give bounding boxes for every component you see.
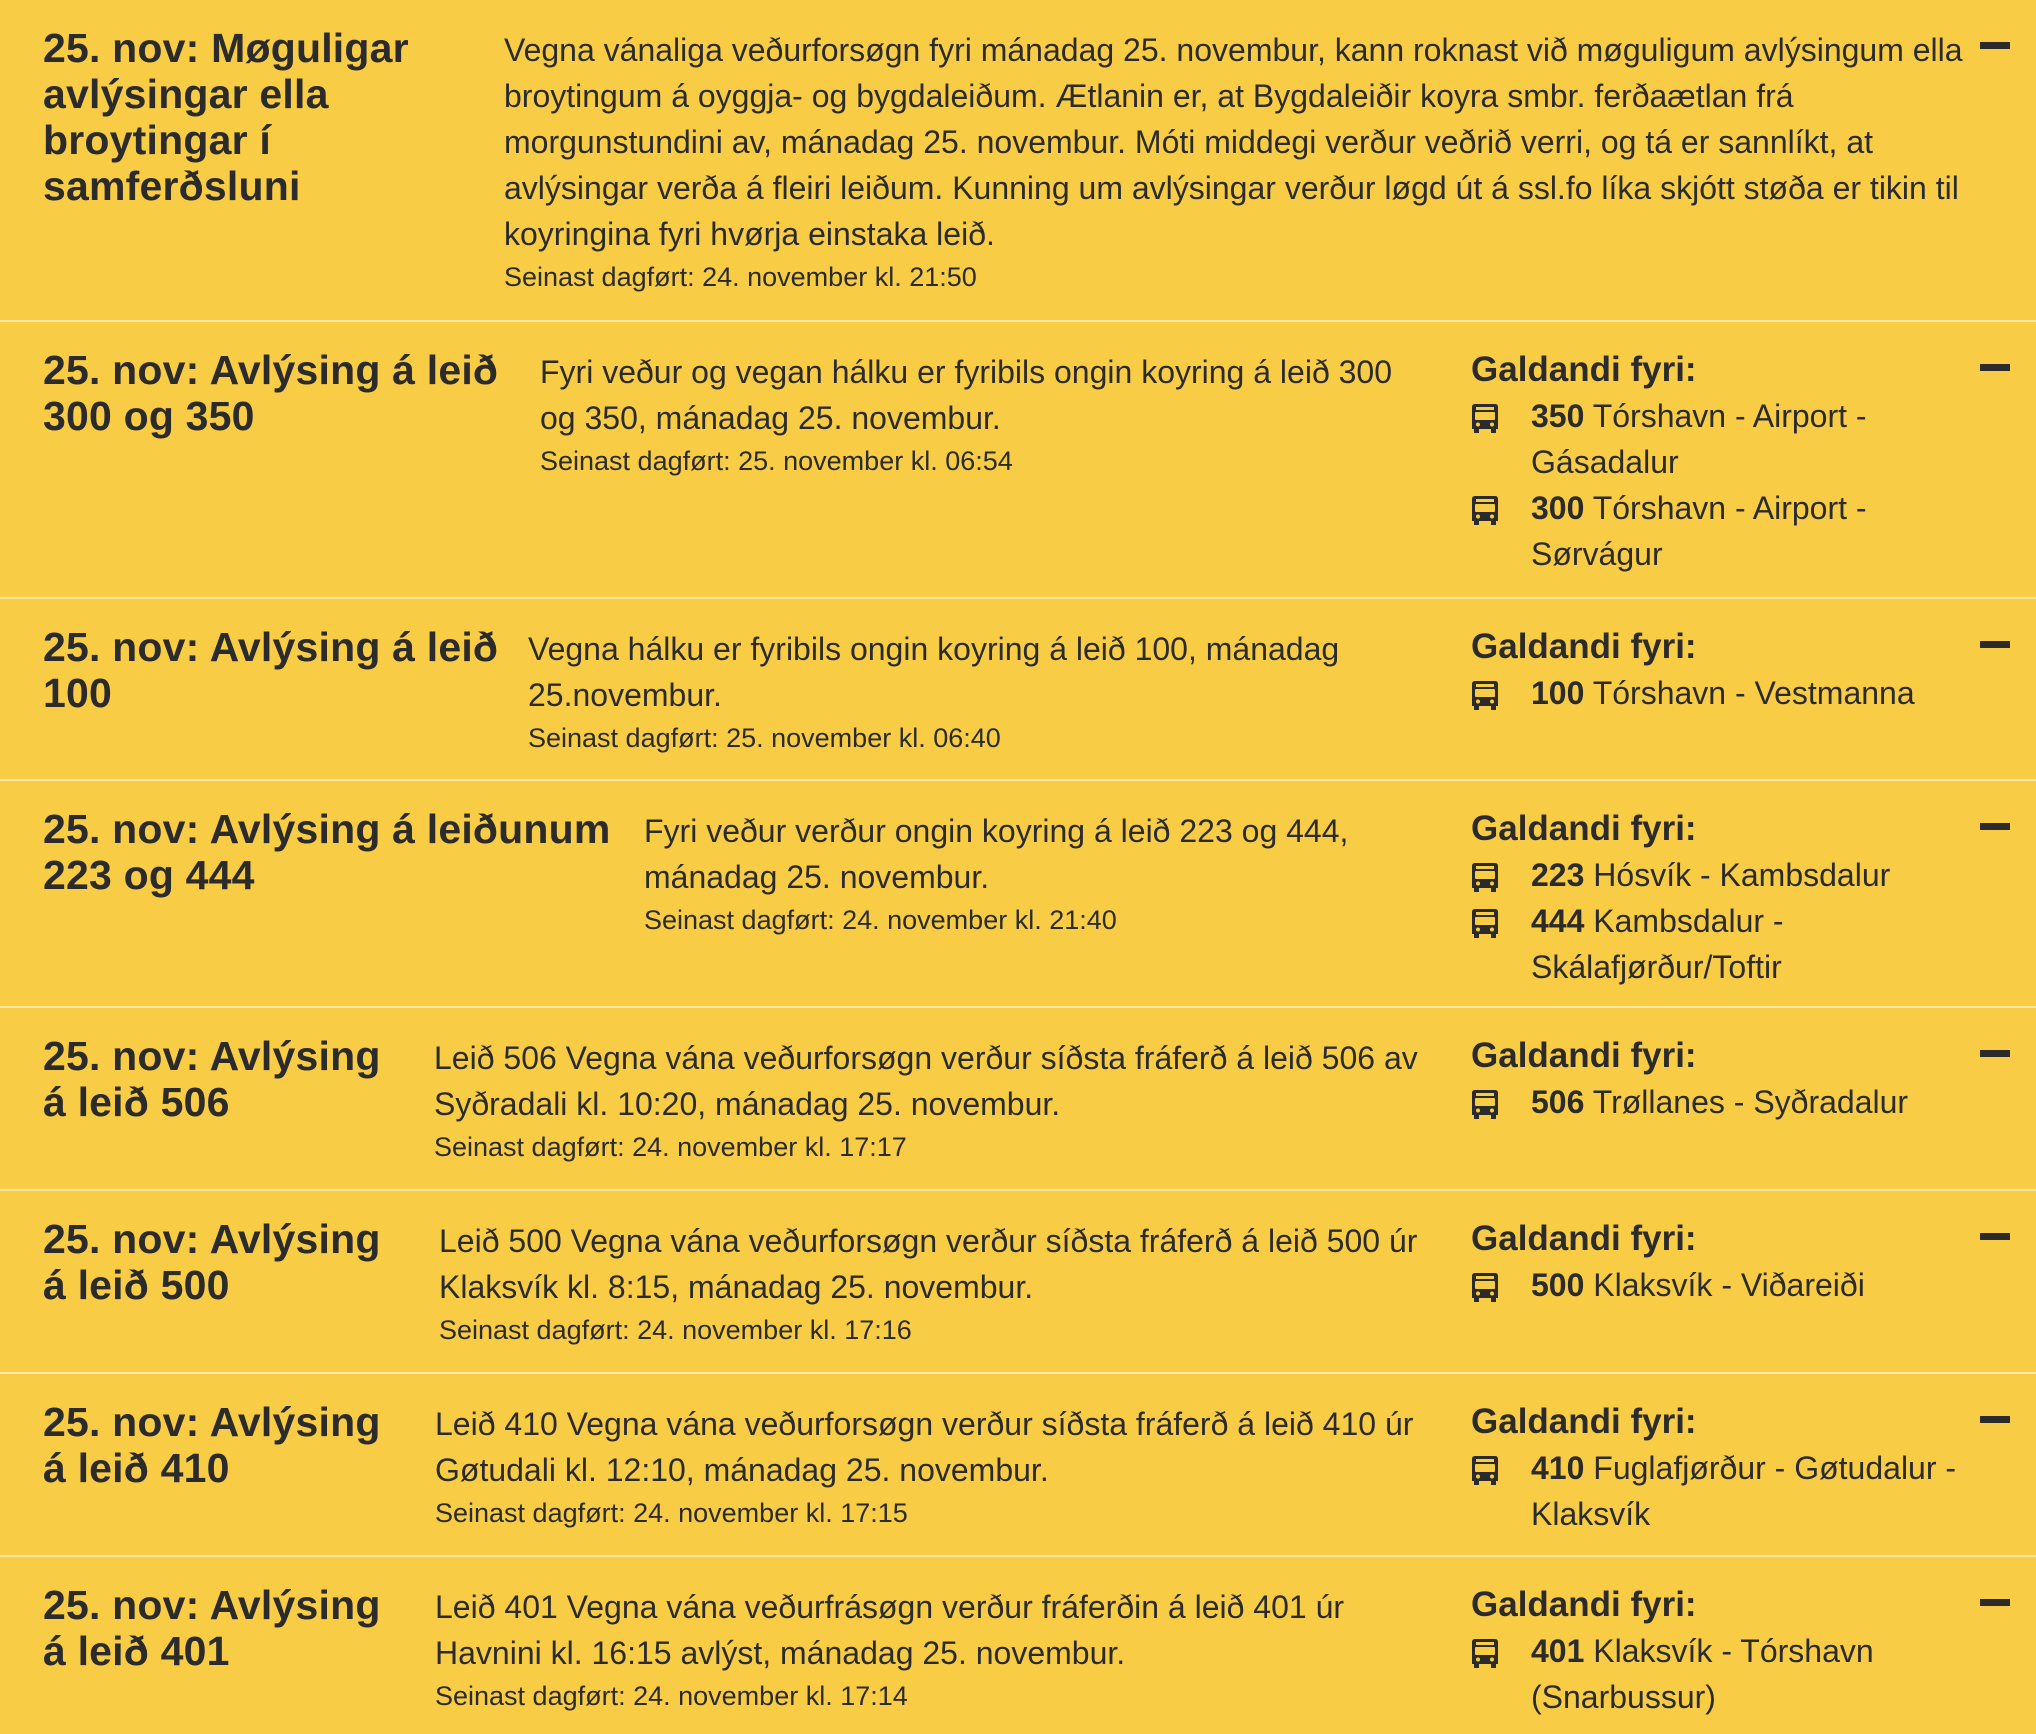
alert-body-text: Leið 500 Vegna vána veðurforsøgn verður síðsta fráferð á leið 500 úr Klaksvík kl. 8:15, mánadag 25. novembur.: [439, 1223, 1418, 1305]
route-link[interactable]: [1471, 485, 1991, 577]
route-name: Fuglafjørður - Gøtudalur - Klaksvík: [1531, 1450, 1957, 1532]
alert-item: [0, 1557, 2036, 1734]
bus-icon: [1471, 1272, 1499, 1304]
alert-body-text: Vegna vánaliga veðurforsøgn fyri mánadag 25. novembur, kann roknast við møguligum avlýsingum ella broytingum á oyggja- og bygdaleiðum. Ætlanin er, at Bygdaleiðir koyra smbr. ferðaætlan frá morgunstundini av, mánadag 25. novembur. Móti middegi verður veðrið verri, og tá er sannlíkt, at avlýsingar verða á fleiri leiðum. Kunning um avlýsingar verður løgd út á ssl.fo líka skjótt støða er tikin til koyringina fyri hvørja einstaka leið.: [504, 32, 1963, 252]
route-name: Tórshavn - Airport - Sørvágur: [1531, 490, 1867, 572]
route-number: 100: [1531, 675, 1585, 711]
applies-heading: Galdandi fyri:: [1471, 809, 1697, 848]
collapse-button[interactable]: [1980, 1050, 2010, 1057]
alert-updated: Seinast dagført: 24. november kl. 17:14: [435, 1681, 908, 1711]
alert-title: 25. nov: Avlýsing á leið 401: [43, 1582, 381, 1674]
collapse-button[interactable]: [1980, 1599, 2010, 1606]
route-number: 350: [1531, 398, 1585, 434]
alert-title: 25. nov: Avlýsing á leið 506: [43, 1033, 381, 1125]
alert-updated: Seinast dagført: 24. november kl. 21:50: [504, 262, 977, 292]
route-number: 444: [1531, 903, 1585, 939]
alert-item: [0, 1008, 2036, 1191]
alert-title: 25. nov: Avlýsing á leið 100: [43, 624, 499, 716]
route-link[interactable]: [1471, 898, 1991, 990]
alert-body: [435, 1401, 1445, 1533]
applies-heading: Galdandi fyri:: [1471, 1219, 1697, 1258]
alert-item: [0, 1374, 2036, 1557]
route-link[interactable]: [1471, 1445, 1991, 1537]
applies-heading: Galdandi fyri:: [1471, 1036, 1697, 1075]
route-name: Klaksvík - Viðareiði: [1593, 1267, 1865, 1303]
route-link[interactable]: [1471, 1628, 1991, 1720]
collapse-button[interactable]: [1980, 823, 2010, 830]
applies-to: [1471, 1582, 1991, 1720]
applies-heading: Galdandi fyri:: [1471, 350, 1697, 389]
alert-item: [0, 599, 2036, 781]
route-link[interactable]: [1471, 670, 1991, 716]
applies-heading: Galdandi fyri:: [1471, 1585, 1697, 1624]
applies-to: [1471, 806, 1991, 990]
alert-body: [528, 626, 1408, 758]
collapse-button[interactable]: [1980, 641, 2010, 648]
alert-body: [435, 1584, 1435, 1716]
route-link[interactable]: [1471, 393, 1991, 485]
alert-item: [0, 1191, 2036, 1374]
route-name: Tórshavn - Airport - Gásadalur: [1531, 398, 1867, 480]
alert-body: [504, 27, 1964, 297]
route-name: Tórshavn - Vestmanna: [1592, 675, 1915, 711]
bus-icon: [1471, 1089, 1499, 1121]
collapse-button[interactable]: [1980, 42, 2010, 49]
bus-icon: [1471, 1638, 1499, 1670]
alert-body-text: Fyri veður og vegan hálku er fyribils ongin koyring á leið 300 og 350, mánadag 25. novembur.: [540, 354, 1393, 436]
route-number: 506: [1531, 1084, 1585, 1120]
alert-item: [0, 781, 2036, 1008]
alert-body: [439, 1218, 1439, 1350]
alert-item: [0, 0, 2036, 322]
alert-title: 25. nov: Avlýsing á leið 500: [43, 1216, 381, 1308]
alert-body-text: Fyri veður verður ongin koyring á leið 223 og 444, mánadag 25. novembur.: [644, 813, 1349, 895]
applies-heading: Galdandi fyri:: [1471, 627, 1697, 666]
alert-updated: Seinast dagført: 24. november kl. 17:15: [435, 1498, 908, 1528]
route-number: 401: [1531, 1633, 1585, 1669]
alert-body: [644, 808, 1434, 940]
route-name: Klaksvík - Tórshavn (Snarbussur): [1531, 1633, 1874, 1715]
collapse-button[interactable]: [1980, 1416, 2010, 1423]
alert-body-text: Leið 410 Vegna vána veðurforsøgn verður síðsta fráferð á leið 410 úr Gøtudali kl. 12:10, mánadag 25. novembur.: [435, 1406, 1414, 1488]
bus-icon: [1471, 403, 1499, 435]
collapse-button[interactable]: [1980, 364, 2010, 371]
bus-icon: [1471, 1455, 1499, 1487]
route-name: Hósvík - Kambsdalur: [1593, 857, 1891, 893]
alert-body: [540, 349, 1420, 481]
route-link[interactable]: [1471, 1079, 1991, 1125]
route-link[interactable]: [1471, 852, 1991, 898]
applies-to: [1471, 1399, 1991, 1537]
alert-title: 25. nov: Avlýsing á leið 300 og 350: [43, 347, 499, 439]
route-number: 300: [1531, 490, 1585, 526]
alert-updated: Seinast dagført: 25. november kl. 06:54: [540, 446, 1013, 476]
alert-item: [0, 322, 2036, 599]
route-link[interactable]: [1471, 1262, 1991, 1308]
applies-to: [1471, 624, 1991, 716]
bus-icon: [1471, 908, 1499, 940]
route-name: Kambsdalur - Skálafjørður/Toftir: [1531, 903, 1784, 985]
route-name: Trøllanes - Syðradalur: [1592, 1084, 1909, 1120]
collapse-button[interactable]: [1980, 1233, 2010, 1240]
applies-heading: Galdandi fyri:: [1471, 1402, 1697, 1441]
applies-to: [1471, 1033, 1991, 1125]
alert-title: 25. nov: Avlýsing á leiðunum 223 og 444: [43, 806, 611, 898]
bus-icon: [1471, 862, 1499, 894]
alert-updated: Seinast dagført: 24. november kl. 17:16: [439, 1315, 912, 1345]
alert-title: 25. nov: Møguligar avlýsingar ella broytingar í samferðsluni: [43, 25, 409, 209]
bus-icon: [1471, 680, 1499, 712]
applies-to: [1471, 1216, 1991, 1308]
route-number: 500: [1531, 1267, 1585, 1303]
route-number: 410: [1531, 1450, 1585, 1486]
route-number: 223: [1531, 857, 1585, 893]
alert-title: 25. nov: Avlýsing á leið 410: [43, 1399, 381, 1491]
alert-updated: Seinast dagført: 25. november kl. 06:40: [528, 723, 1001, 753]
alert-updated: Seinast dagført: 24. november kl. 17:17: [434, 1132, 907, 1162]
alert-body-text: Leið 401 Vegna vána veðurfrásøgn verður fráferðin á leið 401 úr Havnini kl. 16:15 avlýst, mánadag 25. novembur.: [435, 1589, 1345, 1671]
applies-to: [1471, 347, 1991, 577]
alert-body-text: Vegna hálku er fyribils ongin koyring á leið 100, mánadag 25.novembur.: [528, 631, 1340, 713]
alert-updated: Seinast dagført: 24. november kl. 21:40: [644, 905, 1117, 935]
bus-icon: [1471, 495, 1499, 527]
alert-body: [434, 1035, 1434, 1167]
alert-body-text: Leið 506 Vegna vána veðurforsøgn verður síðsta fráferð á leið 506 av Syðradali kl. 10:20, mánadag 25. novembur.: [434, 1040, 1418, 1122]
